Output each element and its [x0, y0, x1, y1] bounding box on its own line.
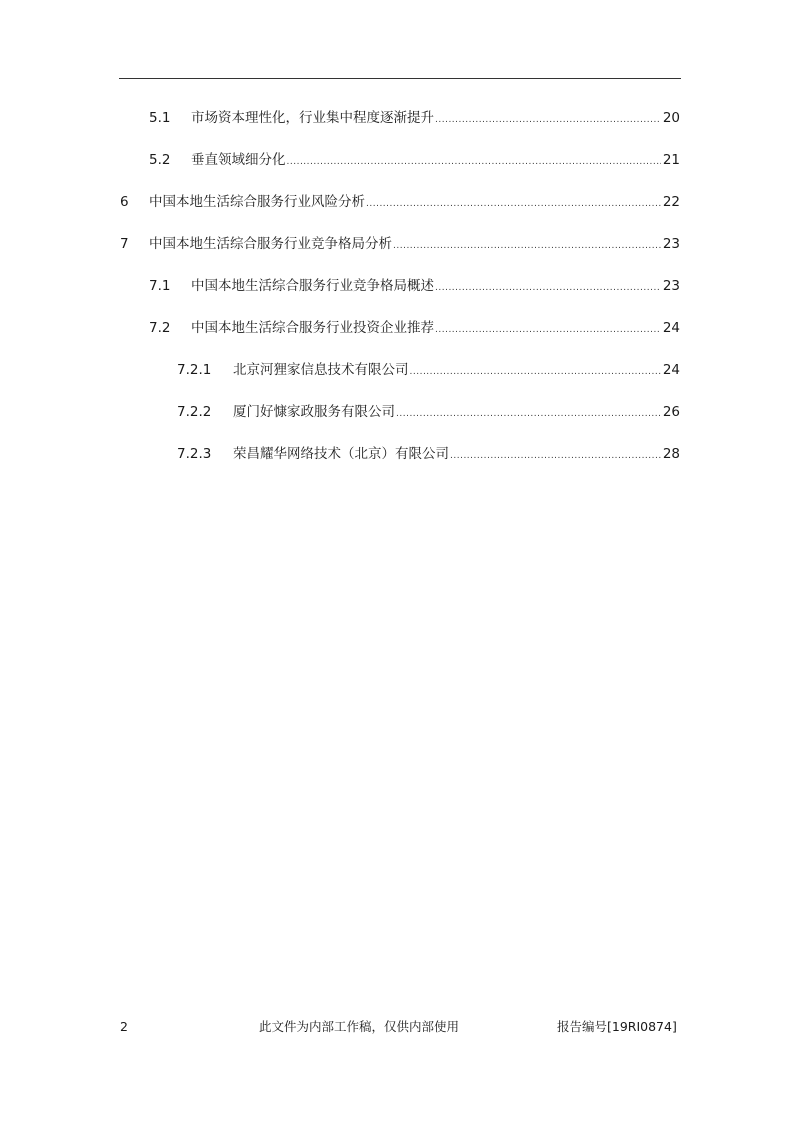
toc-entry-title: 中国本地生活综合服务行业风险分析	[149, 194, 365, 210]
toc-entry-number: 6	[120, 194, 129, 210]
toc-entry-6[interactable]	[120, 192, 680, 212]
toc-entry-5-1[interactable]	[149, 108, 680, 128]
toc-leader-dots	[287, 152, 661, 172]
toc-entry-7-2[interactable]	[149, 318, 680, 338]
toc-entry-page: 24	[662, 362, 680, 378]
toc-entry-number: 5.2	[149, 152, 171, 168]
toc-leader-dots	[450, 446, 661, 466]
toc-leader-dots	[366, 194, 661, 214]
toc-entry-number: 7.2.3	[177, 446, 212, 462]
toc-entry-7-1[interactable]	[149, 276, 680, 296]
toc-leader-dots	[396, 404, 661, 424]
footer-page-number: 2	[120, 1019, 128, 1034]
toc-leader-dots	[435, 320, 661, 340]
toc-entry-title: 荣昌耀华网络技术（北京）有限公司	[233, 446, 449, 462]
toc-entry-page: 22	[662, 194, 680, 210]
toc-entry-page: 24	[662, 320, 680, 336]
toc-entry-title: 中国本地生活综合服务行业竞争格局概述	[191, 278, 434, 294]
toc-entry-title: 中国本地生活综合服务行业竞争格局分析	[149, 236, 392, 252]
toc-entry-title: 厦门好慷家政服务有限公司	[233, 404, 395, 420]
toc-entry-7-2-2[interactable]	[177, 402, 680, 422]
toc-entry-number: 7.1	[149, 278, 171, 294]
toc-entry-page: 23	[662, 236, 680, 252]
toc-entry-7-2-3[interactable]	[177, 444, 680, 464]
toc-entry-page: 21	[662, 152, 680, 168]
toc-entry-number: 7.2	[149, 320, 171, 336]
toc-entry-7-2-1[interactable]	[177, 360, 680, 380]
toc-entry-5-2[interactable]	[149, 150, 680, 170]
toc-entry-title: 北京河狸家信息技术有限公司	[233, 362, 409, 378]
toc-entry-number: 7.2.1	[177, 362, 212, 378]
toc-entry-7[interactable]	[120, 234, 680, 254]
toc-entry-page: 20	[662, 110, 680, 126]
toc-entry-page: 23	[662, 278, 680, 294]
toc-entry-number: 7	[120, 236, 129, 252]
toc-entry-page: 26	[662, 404, 680, 420]
header-rule	[119, 78, 681, 79]
footer-notice: 此文件为内部工作稿，仅供内部使用	[259, 1019, 460, 1034]
toc-leader-dots	[435, 278, 661, 298]
toc-leader-dots	[435, 110, 661, 130]
toc-entry-page: 28	[662, 446, 680, 462]
toc-entry-title: 中国本地生活综合服务行业投资企业推荐	[191, 320, 434, 336]
toc-entry-title: 垂直领域细分化	[191, 152, 286, 168]
toc-entry-number: 5.1	[149, 110, 171, 126]
toc-entry-number: 7.2.2	[177, 404, 212, 420]
toc-leader-dots	[393, 236, 661, 256]
toc-entry-title: 市场资本理性化，行业集中程度逐渐提升	[191, 110, 434, 126]
footer-report-id: 报告编号[19RI0874]	[557, 1019, 677, 1034]
toc-leader-dots	[410, 362, 661, 382]
